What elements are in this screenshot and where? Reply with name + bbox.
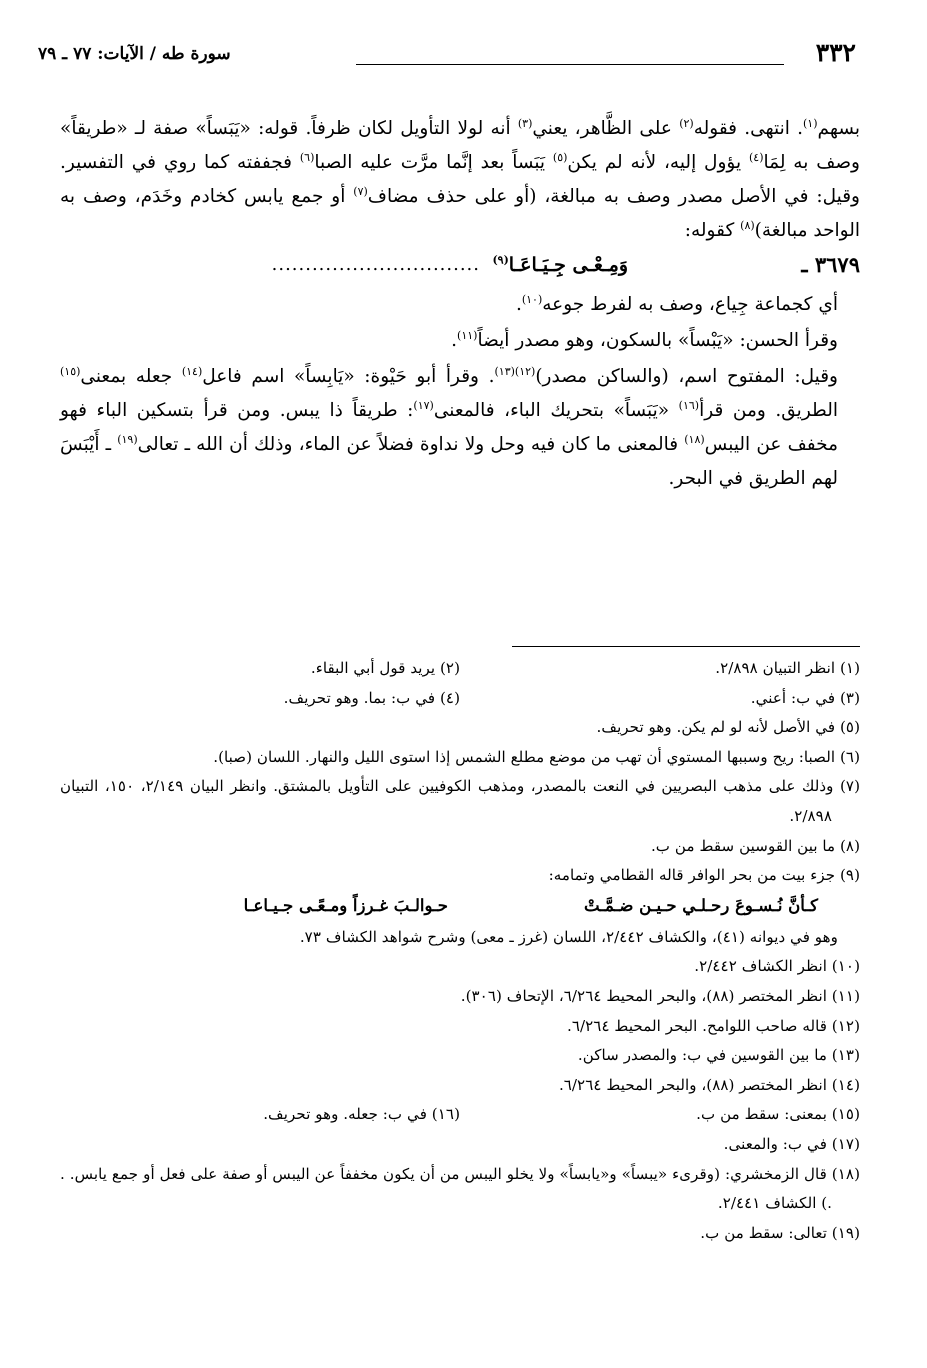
footnote-ref: (١) bbox=[803, 116, 818, 130]
footnote-12: (١٢) قاله صاحب اللوامح. البحر المحيط ٦/٢٦٤. bbox=[567, 1016, 860, 1035]
footnote-3: (٣) في ب: أعني. bbox=[750, 688, 860, 707]
footnote-4: (٤) في ب: بما. وهو تحريف. bbox=[283, 688, 460, 707]
footnote-2: (٢) يريد قول أبي البقاء. bbox=[310, 659, 460, 677]
footnote-15: (١٥) بمعنى: سقط من ب. bbox=[696, 1105, 860, 1124]
footnote-ref: (١٢) bbox=[514, 364, 536, 378]
running-head: سورة طه / الآيات: ٧٧ ـ ٧٩ bbox=[38, 44, 231, 64]
paragraph-2: أي كجماعة جِياع، وصف به لفرط جوعه$^{(١٠)}$. bbox=[515, 292, 838, 315]
footnote-ref: (٦) bbox=[299, 150, 315, 164]
footnote-ref: (٧) bbox=[353, 184, 368, 198]
footnote-ref: (١٨) bbox=[684, 432, 705, 446]
footnote-9-verse bbox=[60, 891, 860, 923]
footnote-13: (١٣) ما بين القوسين في ب: والمصدر ساكن. bbox=[577, 1046, 860, 1065]
footnote-ref: (٢) bbox=[679, 116, 694, 130]
footnote-6: (٦) الصبا: ريح وسببها المستوي أن تهب من موضع مطلع الشمس إذا استوى الليل والنهار. اللسان (صبا). bbox=[213, 747, 860, 766]
footnote-row bbox=[60, 1100, 860, 1130]
page-header bbox=[38, 38, 856, 68]
paragraph-4: وقيل: المفتوح اسم، (والساكن مصدر)$^{(١٢)(١٣)}$. وقرأ أبو حَيْوة: «يَابِساً» اسم فاعل$^{(١٤)}$ جعله بمعنى$^{(١٥)}$ الطريق. ومن قرأ$^{(١٦)}$ «يَبَساً» بتحريك الباء، فالمعنى$^{(١٧)}$: طريقاً ذا يبس. ومن قرأ بتسكين الباء فهو مخفف عن اليبس$^{(١٨)}$ فالمعنى ما كان فيه وحل ولا نداوة فضلاً عن الماء، وذلك أن الله ـ تعالى$^{(١٩)}$ ـ أَيْبَسَ لهم الطريق في البحر. bbox=[60, 364, 838, 489]
page-number: ٣٣٢ bbox=[815, 38, 856, 67]
footnote-ref: (٨) bbox=[740, 218, 755, 232]
footnote-rule bbox=[512, 646, 860, 647]
footnote-ref: (١٠) bbox=[521, 292, 543, 306]
footnote-ref: (١٤) bbox=[181, 364, 203, 378]
paragraph-3: وقرأ الحسن: «يَبْساً» بالسكون، وهو مصدر أيضاً$^{(١١)}$. bbox=[451, 328, 838, 351]
verse-hemistich-2: حـوالـبَ غـرزاً ومـعًـى جـيـاعـا bbox=[243, 895, 448, 915]
footnote-ref: (١١) bbox=[457, 328, 478, 342]
footnote-row bbox=[60, 654, 860, 684]
verse-text: وَمِـعْـى جِـيَـاعَـا$^{(٩)}$ bbox=[492, 253, 628, 276]
footnote-19: (١٩) تعالى: سقط من ب. bbox=[700, 1223, 860, 1242]
footnote-9-source: وهو في ديوانه (٤١)، والكشاف ٢/٤٤٢، اللسان (غرز ـ معى) وشرح شواهد الكشاف ٧٣. bbox=[299, 927, 838, 946]
footnote-ref: (٣) bbox=[517, 116, 533, 130]
footnote-ref: (٩) bbox=[492, 253, 509, 267]
paragraph-1: بسهم$^{(١)}$. انتهى. فقوله$^{(٢)}$ على الظَّاهر، يعني$^{(٣)}$ أنه لولا التأويل لكان ظرفاً. قوله: «يَبَساً» صفة لـ «طريقاً» وصف به لِمَا$^{(٤)}$ يؤول إليه، لأنه لم يكن$^{(٥)}$ يَبَساً بعد إنَّما مرَّت عليه الصبا$^{(٦)}$ فجففته كما روي في التفسير. وقيل: في الأصل مصدر وصف به مبالغة، (أو على حذف مضاف$^{(٧)}$ أو جمع يابس كخادم وخَدَم، وصف به الواحد مبالغة)$^{(٨)}$ كقوله: bbox=[60, 116, 861, 241]
footnote-ref: (١٣) bbox=[494, 364, 515, 378]
footnote-ref: (٤) bbox=[748, 150, 764, 164]
footnote-ref: (١٩) bbox=[117, 432, 138, 446]
footnote-18: (١٨) قال الزمخشري: (وقرىء «يبساً» و«يابساً» ولا يخلو اليبس من أن يكون مخففاً عن اليبس أو صفة على فعل أو جمع يابس. . .) الكشاف ٢/٤٤١. bbox=[60, 1164, 860, 1213]
footnote-8: (٨) ما بين القوسين سقط من ب. bbox=[650, 836, 860, 855]
footnote-9: (٩) جزء بيت من بحر الوافر قاله القطامي وتمامه: bbox=[548, 866, 860, 885]
footnote-7: (٧) وذلك على مذهب البصريين في النعت بالمصدر، ومذهب الكوفيين على التأويل بالمشتق. وانظر البيان ٢/١٤٩، ١٥٠، التبيان ٢/٨٩٨. bbox=[60, 777, 861, 825]
main-text bbox=[60, 112, 860, 496]
footnote-row bbox=[60, 684, 860, 714]
footnote-17: (١٧) في ب: والمعنى. bbox=[723, 1134, 860, 1153]
footnote-11: (١١) انظر المختصر (٨٨)، والبحر المحيط ٦/٢٦٤، الإتحاف (٣٠٦). bbox=[460, 986, 860, 1005]
verse-ellipsis: ............................... bbox=[271, 254, 480, 275]
footnotes bbox=[60, 654, 860, 1248]
footnote-10: (١٠) انظر الكشاف ٢/٤٤٢. bbox=[694, 957, 860, 976]
footnote-5: (٥) في الأصل لأنه لو لم يكن. وهو تحريف. bbox=[596, 718, 860, 737]
header-rule bbox=[356, 64, 784, 65]
footnote-1: (١) انظر التبيان ٢/٨٩٨. bbox=[715, 659, 860, 677]
footnote-16: (١٦) في ب: جعله. وهو تحريف. bbox=[263, 1105, 460, 1124]
footnote-ref: (١٦) bbox=[678, 398, 700, 412]
verse-number: ٣٦٧٩ ـ bbox=[801, 252, 860, 277]
footnote-ref: (١٥) bbox=[60, 364, 81, 378]
footnote-14: (١٤) انظر المختصر (٨٨)، والبحر المحيط ٦/٢٦٤. bbox=[558, 1075, 860, 1094]
verse-hemistich-1: كـأنَّ نُـسـوعَ رحـلـي حـيـن ضـمَّـتْ bbox=[583, 895, 818, 915]
footnote-ref: (١٧) bbox=[413, 398, 434, 412]
footnote-ref: (٥) bbox=[552, 150, 568, 164]
verse-quote bbox=[60, 248, 860, 288]
